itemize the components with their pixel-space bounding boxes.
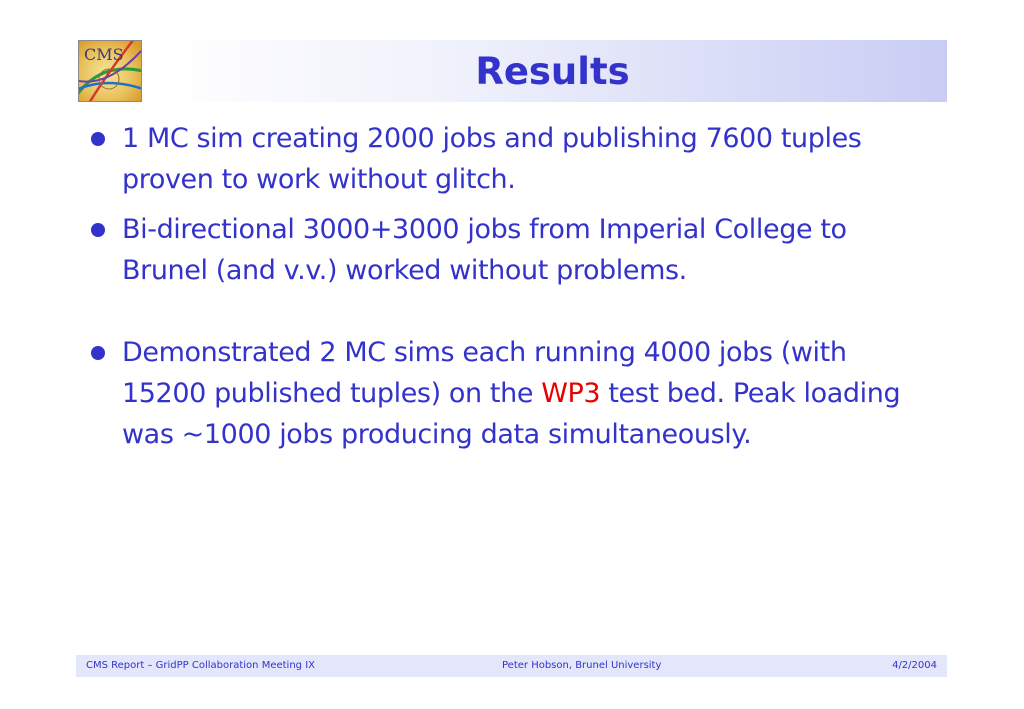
cms-logo-text: CMS	[84, 45, 124, 64]
bullet-item	[88, 332, 938, 455]
bullet-item	[88, 209, 938, 291]
bullet-dot-icon	[91, 346, 105, 360]
bullet-text-after: test bed. Peak loading was ~1000 jobs producing data simultaneously.	[122, 378, 901, 450]
bullet-text-before: Demonstrated 2 MC sims each running 4000 jobs (with 15200 published tuples) on the	[122, 337, 847, 409]
footer-report-title: CMS Report – GridPP Collaboration Meeting IX	[86, 660, 315, 671]
footer-author: Peter Hobson, Brunel University	[502, 660, 662, 671]
bullet-list	[88, 118, 938, 455]
bullet-text: 1 MC sim creating 2000 jobs and publishing 7600 tuples proven to work without glitch.	[122, 123, 862, 195]
footer-bar	[76, 655, 947, 677]
footer-date: 4/2/2004	[892, 660, 937, 671]
title-bar	[158, 40, 947, 102]
cms-logo	[78, 40, 142, 102]
slide-title: Results	[475, 50, 630, 93]
bullet-item	[88, 118, 938, 200]
bullet-dot-icon	[91, 132, 105, 146]
cms-detector-icon	[79, 41, 141, 101]
wp3-highlight: WP3	[541, 378, 601, 409]
bullet-text: Bi-directional 3000+3000 jobs from Imperial College to Brunel (and v.v.) worked without problems.	[122, 214, 847, 286]
bullet-dot-icon	[91, 223, 105, 237]
